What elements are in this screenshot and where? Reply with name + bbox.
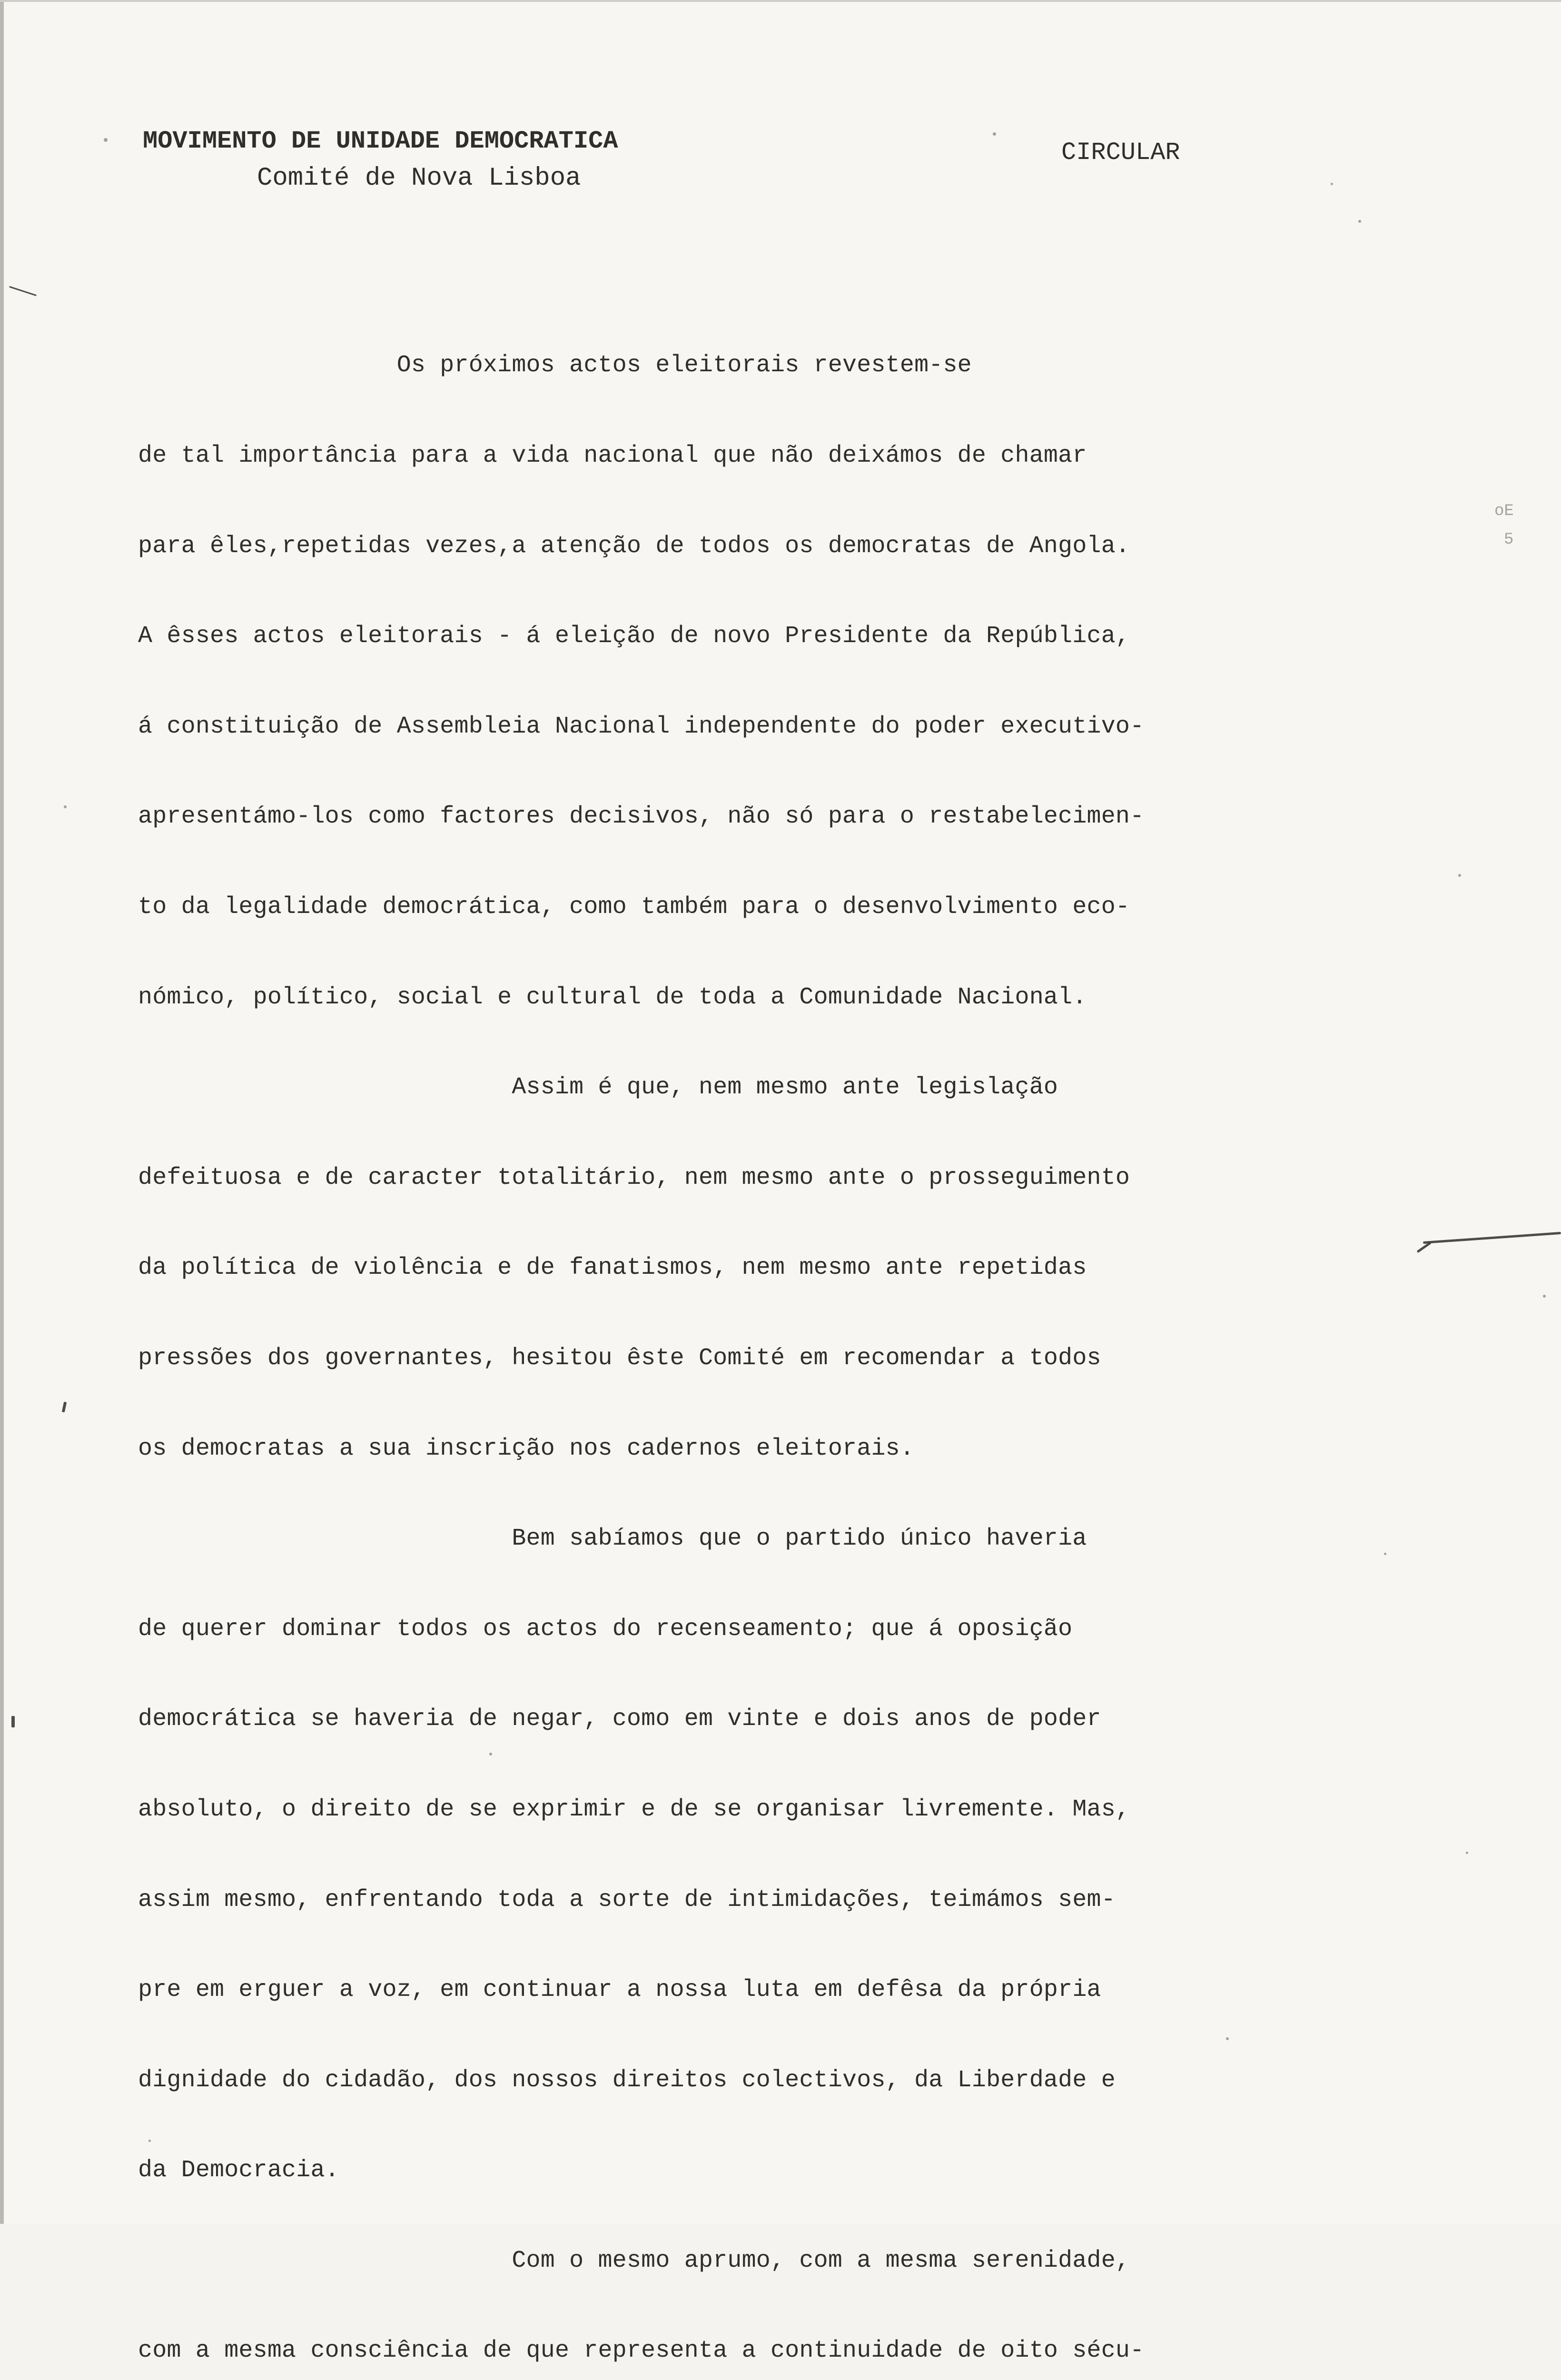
document-header xyxy=(143,123,618,197)
body-line: á constituição de Assembleia Nacional independente do poder executivo- xyxy=(138,713,1145,740)
paper-speck xyxy=(64,805,67,808)
margin-mark: oE xyxy=(1494,502,1514,520)
body-line: de querer dominar todos os actos do recenseamento; que á oposição xyxy=(138,1615,1073,1643)
ink-stroke xyxy=(62,1402,67,1413)
body-line: os democratas a sua inscrição nos cadernos eleitorais. xyxy=(138,1435,915,1462)
paper-speck xyxy=(1226,2037,1229,2040)
body-line: absoluto, o direito de se exprimir e de se organisar livremente. Mas, xyxy=(138,1795,1130,1823)
body-line: pressões dos governantes, hesitou êste Comité em recomendar a todos xyxy=(138,1344,1101,1372)
body-line: Com o mesmo aprumo, com a mesma serenidade, xyxy=(138,2247,1130,2274)
paper-speck xyxy=(489,1753,492,1755)
body-line: assim mesmo, enfrentando toda a sorte de intimidações, teimámos sem- xyxy=(138,1886,1116,1914)
committee-name: Comité de Nova Lisboa xyxy=(257,164,581,193)
body-line: apresentámo-los como factores decisivos, não só para o restabelecimen- xyxy=(138,803,1145,831)
body-line: com a mesma consciência de que representa a continuidade de oito sécu- xyxy=(138,2337,1145,2365)
ink-stroke xyxy=(11,1716,15,1727)
page-left-edge xyxy=(0,0,4,2224)
body-line: de tal importância para a vida nacional que não deixámos de chamar xyxy=(138,442,1087,469)
document-body xyxy=(138,290,1499,2380)
document-title: CIRCULAR xyxy=(1061,139,1180,167)
body-line: da Democracia. xyxy=(138,2157,339,2184)
paper-speck xyxy=(1331,183,1333,185)
body-line: defeituosa e de caracter totalitário, nem mesmo ante o prosseguimento xyxy=(138,1164,1130,1191)
body-line: Assim é que, nem mesmo ante legislação xyxy=(138,1074,1058,1101)
body-line: dignidade do cidadão, dos nossos direitos colectivos, da Liberdade e xyxy=(138,2066,1116,2094)
body-line: Os próximos actos eleitorais revestem-se xyxy=(138,352,972,379)
ink-stroke xyxy=(9,286,37,296)
paper-speck xyxy=(993,132,996,136)
margin-mark: 5 xyxy=(1504,531,1514,549)
paper-speck xyxy=(1384,1553,1386,1555)
page-top-edge xyxy=(0,0,1561,2)
body-line: para êles,repetidas vezes,a atenção de todos os democratas de Angola. xyxy=(138,532,1130,560)
organization-name: MOVIMENTO DE UNIDADE DEMOCRATICA xyxy=(143,127,618,155)
body-line: pre em erguer a voz, em continuar a nossa luta em defêsa da própria xyxy=(138,1976,1101,2004)
body-line: democrática se haveria de negar, como em vinte e dois anos de poder xyxy=(138,1706,1101,1733)
body-line: to da legalidade democrática, como também para o desenvolvimento eco- xyxy=(138,893,1130,921)
paper-speck xyxy=(1458,874,1461,877)
paper-speck xyxy=(104,138,108,142)
body-line: Bem sabíamos que o partido único haveria xyxy=(138,1525,1087,1553)
paper-speck xyxy=(1466,1852,1468,1854)
body-line: A êsses actos eleitorais - á eleição de novo Presidente da República, xyxy=(138,623,1130,650)
paper-speck xyxy=(148,2140,151,2142)
body-line: da política de violência e de fanatismos, nem mesmo ante repetidas xyxy=(138,1254,1087,1282)
paper-speck xyxy=(1543,1295,1546,1298)
body-line: nómico, político, social e cultural de toda a Comunidade Nacional. xyxy=(138,983,1087,1011)
paper-speck xyxy=(1358,220,1361,223)
